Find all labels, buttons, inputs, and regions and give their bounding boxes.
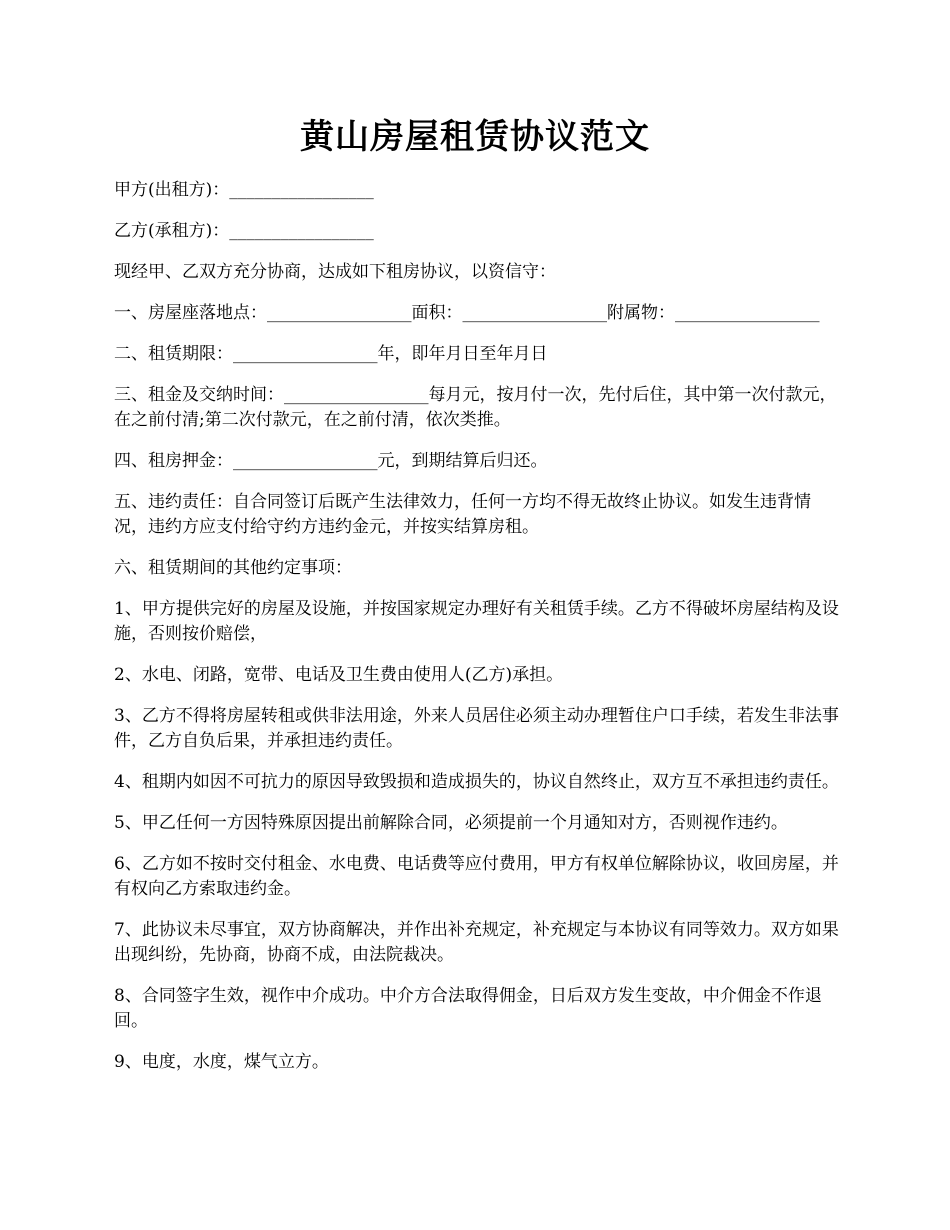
item-8: 8、合同签字生效，视作中介成功。中介方合法取得佣金，日后双方发生变故，中介佣金不作退回。 <box>114 986 822 1031</box>
clause-other-heading: 六、租赁期间的其他约定事项： <box>114 558 352 578</box>
preamble: 现经甲、乙双方充分协商，达成如下租房协议，以资信守： <box>114 262 556 282</box>
document-body <box>114 178 842 1091</box>
document-title: 黄山房屋租赁协议范文 <box>300 117 650 157</box>
item-2: 2、水电、闭路，宽带、电话及卫生费由使用人(乙方)承担。 <box>114 665 564 685</box>
clause-liability: 五、违约责任：自合同签订后既产生法律效力，任何一方均不得无故终止协议。如发生违背情况，违约方应支付给守约方违约金元，并按实结算房租。 <box>114 492 811 537</box>
clause-location: 一、房屋座落地点：_________________面积：_________________附属物：_________________ <box>114 303 820 323</box>
item-6: 6、乙方如不按时交付租金、水电费、电话费等应付费用，甲方有权单位解除协议，收回房屋，并有权向乙方索取违约金。 <box>114 854 839 899</box>
clause-term: 二、租赁期限：_________________年，即年月日至年月日 <box>114 344 548 364</box>
party-a-line: 甲方(出租方)：_________________ <box>114 180 374 200</box>
clause-deposit: 四、租房押金：_________________元，到期结算后归还。 <box>114 451 548 471</box>
item-7: 7、此协议未尽事宜，双方协商解决，并作出补充规定，补充规定与本协议有同等效力。双方如果出现纠纷，先协商，协商不成，由法院裁决。 <box>114 920 839 965</box>
item-9: 9、电度，水度，煤气立方。 <box>114 1052 329 1072</box>
party-b-line: 乙方(承租方)：_________________ <box>114 221 374 241</box>
clause-rent: 三、租金及交纳时间：_________________每月元，按月付一次，先付后住，其中第一次付款元，在之前付清;第二次付款元，在之前付清，依次类推。 <box>114 385 837 430</box>
item-3: 3、乙方不得将房屋转租或供非法用途，外来人员居住必须主动办理暂住户口手续，若发生非法事件，乙方自负后果，并承担违约责任。 <box>114 706 839 751</box>
item-5: 5、甲乙任何一方因特殊原因提出前解除合同，必须提前一个月通知对方，否则视作违约。 <box>114 813 788 833</box>
item-1: 1、甲方提供完好的房屋及设施，并按国家规定办理好有关租赁手续。乙方不得破坏房屋结构及设施，否则按价赔偿， <box>114 599 839 644</box>
item-4: 4、租期内如因不可抗力的原因导致毁损和造成损失的，协议自然终止，双方互不承担违约责任。 <box>114 772 839 792</box>
